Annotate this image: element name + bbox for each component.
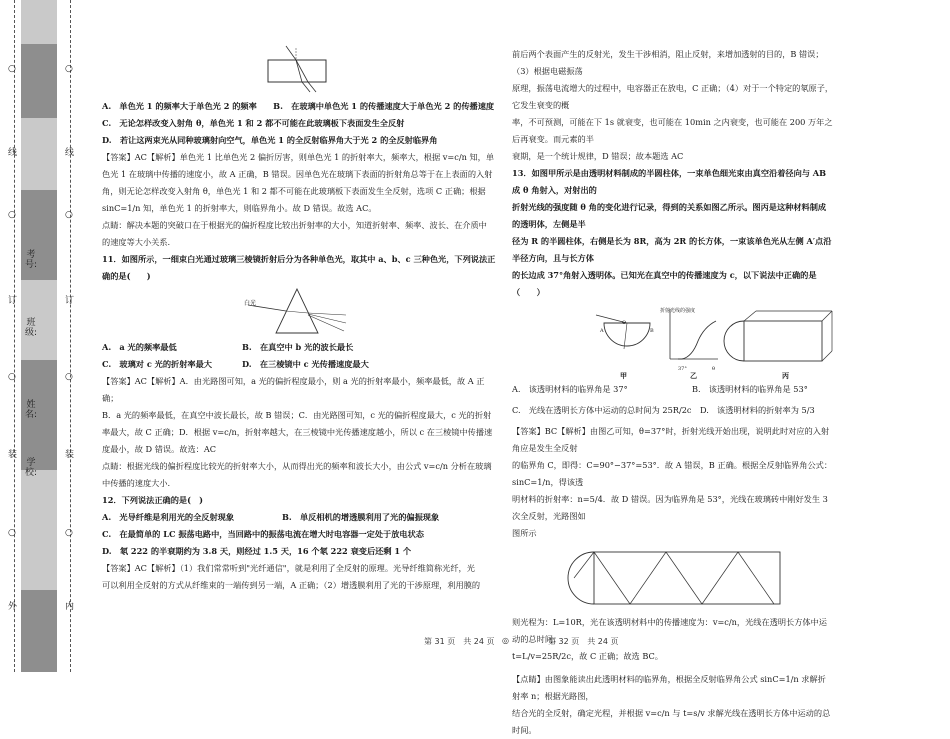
q13-answer-line: 图所示 bbox=[512, 528, 537, 538]
q10-option-ab: A. 单色光 1 的频率大于单色光 2 的频率 B. 在玻璃中单色光 1 的传播速度大于单色光 2 的传播速度 bbox=[102, 101, 495, 111]
right-page-number: 第 32 页 共 24 页 bbox=[548, 637, 619, 646]
outer-circle-mark: ○ bbox=[8, 528, 16, 538]
q13-answer-line: 的临界角 C，即得：C=90°−37°=53°．故 A 错误，B 正确。根据全反射临界角公式：sinC=1/n，得该透 bbox=[512, 460, 833, 487]
outer-label-xian: 线 bbox=[8, 148, 18, 158]
q11-option-row bbox=[102, 356, 500, 373]
q10-option-c: C. 无论怎样改变入射角 θ，单色光 1 和 2 都不可能在此玻璃板下表面发生全反射 bbox=[102, 118, 405, 128]
field-student-id: 考号: bbox=[24, 250, 38, 270]
q12-answer-line: 【答案】AC【解析】（1）我们常常听到"光纤通信"，就是利用了全反射的原理。光导纤维简称光纤，光 bbox=[102, 563, 475, 573]
outer-circle-mark: ○ bbox=[8, 64, 16, 74]
fig-jia-caption: 甲 bbox=[620, 371, 627, 380]
binding-band bbox=[21, 470, 57, 590]
q10-tip-line: 点睛：解决本题的突破口在于根据光的偏折程度比较出折射率的大小，知道折射率、频率、波长、在介质中 bbox=[102, 220, 487, 230]
q11-answer-line: 【答案】AC【解析】A．由光路图可知，a 光的偏折程度最小，则 a 光的折射率最小，频率最低，故 A 正确； bbox=[102, 376, 485, 403]
inner-circle-mark: ○ bbox=[65, 210, 73, 220]
q13-path-line: 则光程为：L=10R，光在该透明材料中的传播速度为：v=c/n，光线在透明长方体中运动的总时间： bbox=[512, 617, 827, 644]
q13-option-a: A. 该透明材料的临界角是 37° bbox=[512, 384, 628, 394]
q13-tip-line: 结合光的全反射，确定光程，并根据 v=c/n 与 t=s/v 求解光线在透明长方体中运动的总时间。 bbox=[512, 708, 831, 735]
q13-stem: 径为 R 的半圆柱体，右侧是长为 8R，高为 2R 的长方体，一束该单色光从左侧 A′点沿半径方向，且与长方体 bbox=[512, 236, 832, 263]
q10-answer-line: 角，则无论怎样改变入射角 θ，单色光 1 和 2 都不可能在此玻璃板下表面发生全反射，选项 C 正确；根据 bbox=[102, 186, 486, 196]
q10-option-d: D. 若让这两束光从同种玻璃射向空气，单色光 1 的全反射临界角大于光 2 的全反射临界角 bbox=[102, 135, 438, 145]
glass-plate-figure bbox=[262, 44, 332, 92]
q12-option-c: C. 在最简单的 LC 振荡电路中，当回路中的振荡电流在增大时电容器一定处于放电状态 bbox=[102, 529, 424, 539]
inner-cut-line bbox=[70, 0, 71, 672]
q13-path-line: t=L/v=25R/2c，故 C 正确；故选 BC。 bbox=[512, 651, 663, 661]
outer-label-ding: 订 bbox=[8, 296, 18, 306]
field-class: 班级: bbox=[24, 318, 38, 338]
inner-circle-mark: ○ bbox=[65, 372, 73, 382]
q13-stem: 折射光线的强度随 θ 角的变化进行记录，得到的关系如图乙所示。图丙是这种材料制成的透明体，左侧是半 bbox=[512, 202, 827, 229]
q12-option-a: A. 光导纤维是利用光的全反射现象 bbox=[102, 512, 235, 522]
inner-label-zhuang: 装 bbox=[65, 450, 75, 460]
q11-option-c: C. 玻璃对 c 光的折射率最大 bbox=[102, 359, 212, 369]
q12-option-d: D. 氡 222 的半衰期约为 3.8 天，则经过 1.5 天，16 个氡 222 衰变后还剩 1 个 bbox=[102, 546, 412, 556]
q13-option-c: C. 光线在透明长方体中运动的总时间为 25R/2c bbox=[512, 405, 692, 415]
center-mark: ◎ bbox=[502, 636, 509, 645]
field-name: 姓名: bbox=[24, 400, 38, 420]
field-school: 学校: bbox=[24, 458, 38, 478]
outer-circle-mark: ○ bbox=[8, 372, 16, 382]
prism-figure bbox=[242, 285, 352, 339]
q11-tip-line: 点睛：根据光线的偏折程度比较光的折射率大小，从而得出光的频率和波长大小，由公式 v=c/n 分析在玻璃 bbox=[102, 461, 492, 471]
inner-circle-mark: ○ bbox=[65, 64, 73, 74]
fig-jia-a-label: A bbox=[600, 328, 604, 334]
outer-circle-mark: ○ bbox=[8, 210, 16, 220]
fig-jia-o-label: O bbox=[622, 320, 627, 326]
q11-answer-line: B．a 光的频率最低，在真空中波长最长，故 B 错误；C．由光路图可知，c 光的偏折程度最大，c 光的折射 bbox=[102, 410, 492, 420]
inner-label-nei: 内 bbox=[65, 602, 75, 612]
fig-yi-theta-label: θ bbox=[712, 366, 716, 372]
q13-figures bbox=[512, 301, 834, 381]
white-light-label: 白光 bbox=[244, 300, 257, 307]
q12-cont-line: 率，不可预测，可能在下 1s 就衰变，也可能在 10min 之内衰变，也可能在 200 万年之后再衰变。而元素的半 bbox=[512, 117, 833, 144]
q11-stem: 11．如图所示，一细束白光通过玻璃三棱镜折射后分为各种单色光，取其中 a、b、c 三种色光，下列说法正 bbox=[102, 254, 496, 264]
q13-answer-line: 【答案】BC【解析】由图乙可知，θ=37°时，折射光线开始出现，说明此时对应的入射角应是发生全反射 bbox=[512, 426, 830, 453]
q13-stem: 13．如图甲所示是由透明材料制成的半圆柱体，一束单色细光束由真空沿着径向与 AB 成 θ 角射入，对射出的 bbox=[512, 168, 827, 195]
inner-label-ding: 订 bbox=[65, 296, 75, 306]
q11-answer-line: 度最小，故 D 错误。故选：AC bbox=[102, 444, 217, 454]
q12-option-row bbox=[102, 509, 500, 526]
q10-answer-line: 【答案】AC【解析】单色光 1 比单色光 2 偏折厉害，则单色光 1 的折射率大，频率大，根据 v=c/n 知，单 bbox=[102, 152, 495, 162]
q10-answer-line: 色光 1 在玻璃中传播的速度小，故 A 正确，B 错误。因单色光在玻璃下表面的折射角总等于在上表面的入射 bbox=[102, 169, 493, 179]
q12-answer-line: 可以利用全反射的方式从纤维束的一端传到另一端，A 正确；（2）增透膜利用了光的干涉原理，利用膜的 bbox=[102, 580, 481, 590]
q13-tip-line: 【点睛】由图象能读出此透明材料的临界角，根据全反射临界角公式 sinC=1/n 求解折射率 n；根据光路图， bbox=[512, 674, 826, 701]
binding-band bbox=[21, 118, 57, 190]
q13-option-row bbox=[512, 402, 834, 419]
q11-option-a: A. a 光的频率最低 bbox=[102, 342, 177, 352]
q13-option-b: B. 该透明材料的临界角是 53° bbox=[692, 384, 808, 394]
q11-option-d: D. 在三棱镜中 c 光传播速度最大 bbox=[242, 359, 369, 369]
fig-yi-axis-label: 折射光线的强度 bbox=[660, 308, 696, 314]
outer-cut-line bbox=[14, 0, 15, 672]
fig-bing-caption: 丙 bbox=[782, 371, 789, 380]
binding-band bbox=[21, 0, 57, 44]
fig-yi-angle-label: 37° bbox=[678, 366, 687, 372]
q11-tip-line: 中传播的速度大小. bbox=[102, 478, 171, 488]
inner-circle-mark: ○ bbox=[65, 528, 73, 538]
fig-jia-b-label: B bbox=[650, 328, 654, 334]
fig-yi-caption: 乙 bbox=[690, 371, 697, 380]
inner-label-xian: 线 bbox=[65, 148, 75, 158]
q13-answer-line: 明材料的折射率：n=5/4．故 D 错误。因为临界角是 53°，光线在玻璃砖中刚好发生 3 次全反射，光路图如 bbox=[512, 494, 828, 521]
q11-answer-line: 率最大，故 C 正确；D．根据 v=c/n，折射率越大，在三棱镜中光传播速度越小，所以 c 在三棱镜中传播速 bbox=[102, 427, 493, 437]
q11-stem: 确的是( ) bbox=[102, 271, 151, 281]
q13-option-d: D. 该透明材料的折射率为 5/3 bbox=[700, 405, 815, 415]
light-path-figure bbox=[566, 546, 786, 610]
q12-stem: 12．下列说法正确的是( ) bbox=[102, 495, 204, 505]
q10-tip-line: 的速度等大小关系. bbox=[102, 237, 171, 247]
prism-figure-wrap bbox=[102, 285, 500, 339]
q12-cont-line: 原理，振荡电流增大的过程中，电容器正在放电，C 正确；（4）对于一个特定的氡原子，它发生衰变的概 bbox=[512, 83, 834, 110]
q12-cont-line: 衰期，是一个统计规律，D 错误；故本题选 AC bbox=[512, 151, 684, 161]
outer-label-wai: 外 bbox=[8, 602, 18, 612]
q13-stem: 的长边成 37°角射入透明体。已知光在真空中的传播速度为 c，以下说法中正确的是（ ） bbox=[512, 270, 817, 297]
q12-cont-line: 前后两个表面产生的反射光，发生干涉相消，阻止反射，来增加透射的目的，B 错误；（3）根据电磁振荡 bbox=[512, 49, 824, 76]
q10-answer-line: sinC=1/n 知，单色光 1 的折射率大，则临界角小。故 D 错误。故选 AC。 bbox=[102, 203, 377, 213]
q11-option-b: B. 在真空中 b 光的波长最长 bbox=[242, 342, 354, 352]
left-page-number: 第 31 页 共 24 页 bbox=[424, 637, 495, 646]
outer-label-zhuang: 装 bbox=[8, 450, 18, 460]
left-column bbox=[102, 44, 500, 594]
q12-option-b: B. 单反相机的增透膜利用了光的偏振现象 bbox=[282, 512, 440, 522]
q11-option-row bbox=[102, 339, 500, 356]
